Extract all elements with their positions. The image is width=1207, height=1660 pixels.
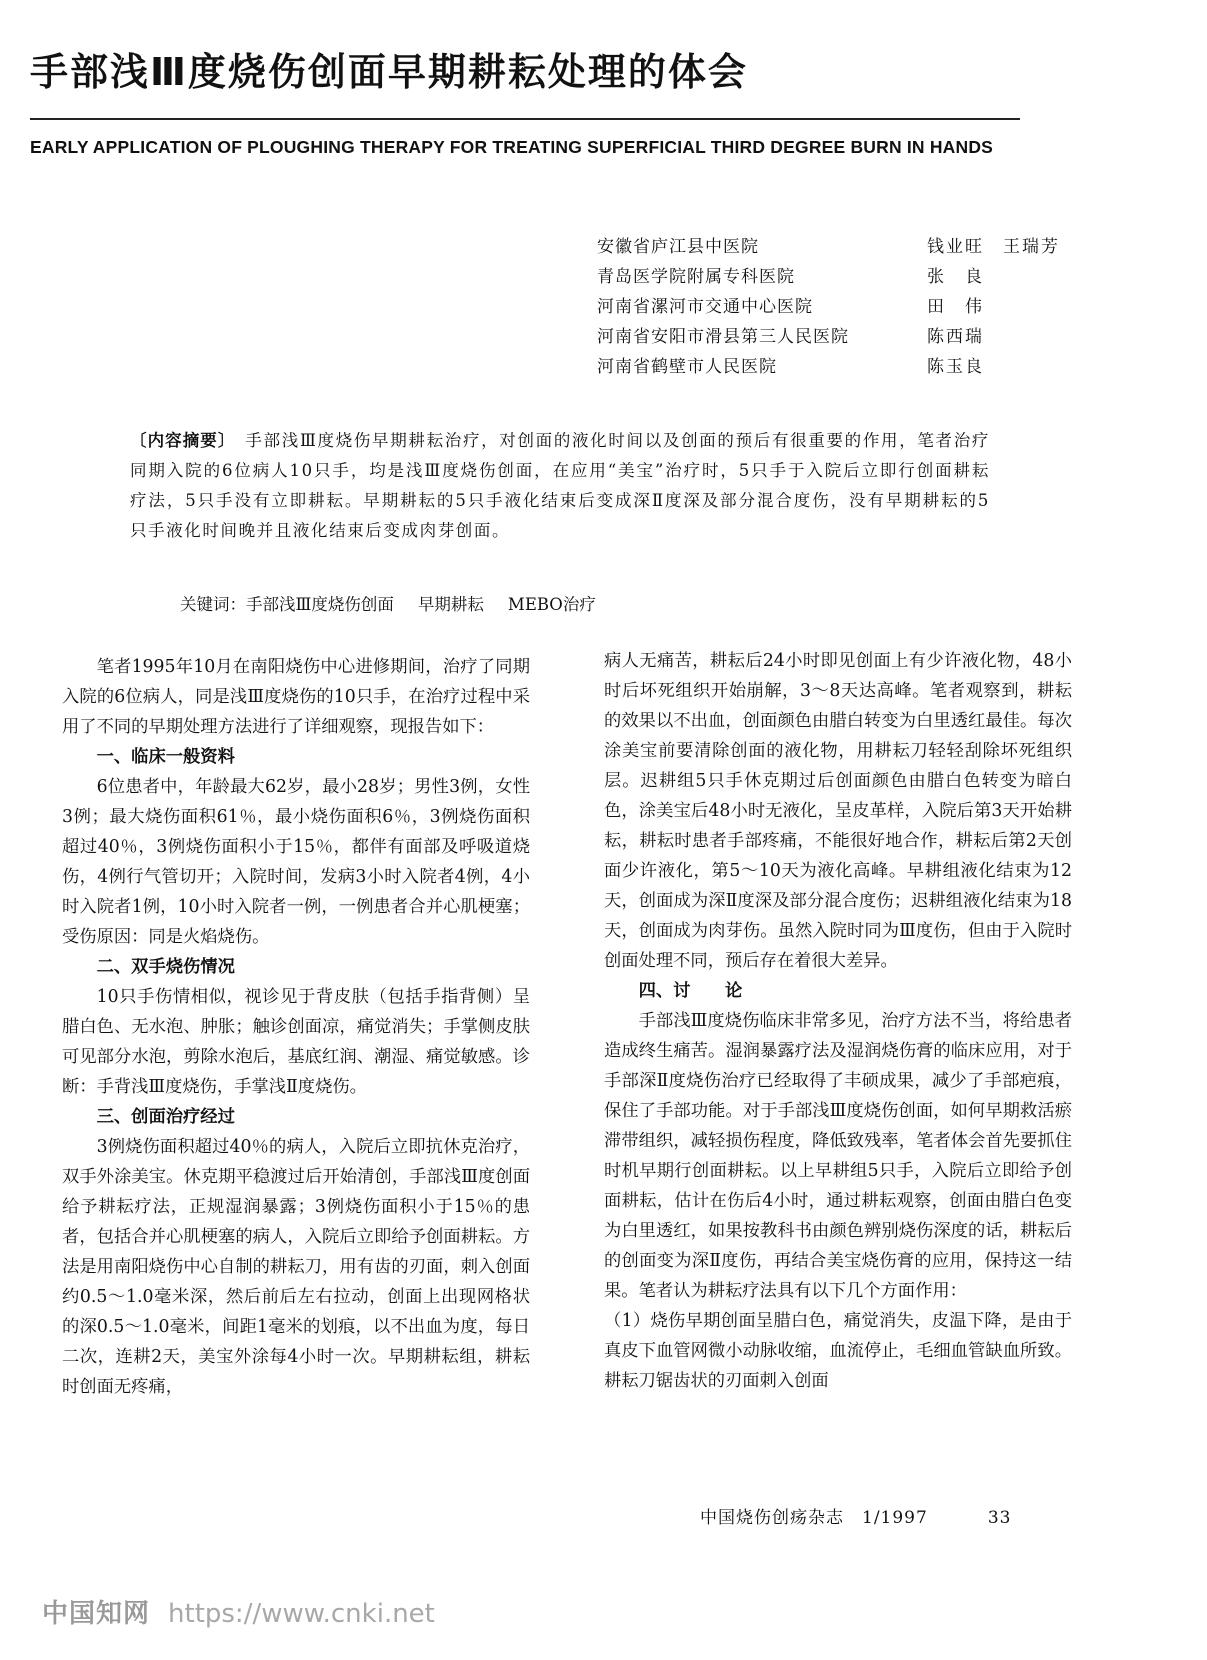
- affiliation-row: [597, 352, 1177, 382]
- authors: 张 良: [927, 267, 984, 287]
- institution: 青岛医学院附属专科医院: [597, 267, 795, 287]
- keywords-label: 关键词：: [180, 595, 246, 614]
- section-2-paragraph: 10只手伤情相似，视诊见于背皮肤（包括手指背侧）呈腊白色、无水泡、肿胀；触诊创面凉，痛觉消失；手掌侧皮肤可见部分水泡，剪除水泡后，基底红润、潮湿、痛觉敏感。诊断：手背浅Ⅲ度烧伤，手掌浅Ⅱ度烧伤。: [62, 987, 530, 1097]
- body-column-right: [604, 646, 1072, 1396]
- keyword: 早期耕耘: [417, 595, 484, 614]
- authors: 陈西瑞: [927, 327, 984, 347]
- institution: 河南省漯河市交通中心医院: [597, 297, 813, 317]
- institution: 安徽省庐江县中医院: [597, 237, 759, 257]
- authors: 田 伟: [927, 297, 984, 317]
- section-1-paragraph: 6位患者中，年龄最大62岁，最小28岁；男性3例，女性3例；最大烧伤面积61％，最小烧伤面积6％，3例烧伤面积超过40％，3例烧伤面积小于15％，都伴有面部及呼吸道烧伤，4例行气管切开；入院时间，发病3小时入院者4例，4小时入院者1例，10小时入院者一例，一例患者合并心肌梗塞；受伤原因：同是火焰烧伤。: [62, 777, 530, 947]
- authors: 钱业旺 王瑞芳: [927, 237, 1060, 257]
- keywords: [180, 590, 1000, 620]
- institution: 河南省鹤壁市人民医院: [597, 357, 777, 377]
- keyword: 手部浅Ⅲ度烧伤创面: [246, 595, 394, 614]
- title-rule: [30, 118, 1020, 120]
- abstract-label: 〔内容摘要〕: [130, 431, 228, 450]
- abstract-text: 手部浅Ⅲ度烧伤早期耕耘治疗，对创面的液化时间以及创面的预后有很重要的作用，笔者治疗同期入院的6位病人10只手，均是浅Ⅲ度烧伤创面，在应用“美宝”治疗时，5只手于入院后立即行创面耕耘疗法，5只手没有立即耕耘。早期耕耘的5只手液化结束后变成深Ⅱ度深及部分混合度伤，没有早期耕耘的5只手液化时间晚并且液化结束后变成肉芽创面。: [130, 431, 991, 540]
- section-4-paragraph: 手部浅Ⅲ度烧伤临床非常多见，治疗方法不当，将给患者造成终生痛苦。湿润暴露疗法及湿润烧伤膏的临床应用，对于手部深Ⅱ度烧伤治疗已经取得了丰硕成果，减少了手部疤痕，保住了手部功能。对于手部浅Ⅲ度烧伤创面，如何早期救活瘀滞带组织，减轻损伤程度，降低致残率，笔者体会首先要抓住时机早期行创面耕耘。以上早耕组5只手，入院后立即给予创面耕耘，估计在伤后4小时，通过耕耘观察，创面由腊白色变为白里透红，如果按教科书由颜色辨别烧伤深度的话，耕耘后的创面变为深Ⅱ度伤，再结合美宝烧伤膏的应用，保持这一结果。笔者认为耕耘疗法具有以下几个方面作用：: [604, 1011, 1072, 1301]
- section-heading-1: 一、临床一般资料: [96, 747, 235, 767]
- page-number: 33: [987, 1508, 1012, 1528]
- page-footer: [700, 1505, 1100, 1531]
- section-heading-3: 三、创面治疗经过: [96, 1107, 235, 1127]
- authors: 陈玉良: [927, 357, 984, 377]
- section-3-continued: 病人无痛苦，耕耘后24小时即见创面上有少许液化物，48小时后坏死组织开始崩解，3～8天达高峰。笔者观察到，耕耘的效果以不出血，创面颜色由腊白转变为白里透红最佳。每次涂美宝前要清除创面的液化物，用耕耘刀轻轻刮除坏死组织层。迟耕组5只手休克期过后创面颜色由腊白色转变为暗白色，涂美宝后48小时无液化，呈皮革样，入院后第3天开始耕耘，耕耘时患者手部疼痛，不能很好地合作，耕耘后第2天创面少许液化，第5～10天为液化高峰。早耕组液化结束为12天，创面成为深Ⅱ度深及部分混合度伤；迟耕组液化结束为18天，创面成为肉芽伤。虽然入院时同为Ⅲ度伤，但由于入院时创面处理不同，预后存在着很大差异。: [604, 651, 1072, 971]
- institution: 河南省安阳市滑县第三人民医院: [597, 327, 849, 347]
- watermark-brand: 中国知网: [42, 1599, 151, 1629]
- affiliation-row: [597, 292, 1177, 322]
- affiliation-row: [597, 262, 1177, 292]
- affiliation-list: [597, 232, 1177, 382]
- section-4-point-1: （1）烧伤早期创面呈腊白色，痛觉消失，皮温下降，是由于真皮下血管网微小动脉收缩，血流停止，毛细血管缺血所致。耕耘刀锯齿状的刃面刺入创面: [604, 1311, 1072, 1391]
- affiliation-row: [597, 232, 1177, 262]
- keyword: MEBO治疗: [507, 595, 596, 614]
- body-column-left: [62, 652, 530, 1402]
- section-heading-4: 四、讨 论: [638, 981, 743, 1001]
- article-title: 手部浅Ⅲ度烧伤创面早期耕耘处理的体会: [30, 50, 748, 94]
- cnki-watermark: [42, 1596, 435, 1632]
- intro-paragraph: 笔者1995年10月在南阳烧伤中心进修期间，治疗了同期入院的6位病人，同是浅Ⅲ度烧伤的10只手，在治疗过程中采用了不同的早期处理方法进行了详细观察，现报告如下：: [62, 657, 530, 737]
- abstract: [130, 426, 990, 546]
- watermark-url: https://www.cnki.net: [168, 1599, 435, 1629]
- section-3-paragraph: 3例烧伤面积超过40％的病人，入院后立即抗休克治疗，双手外涂美宝。休克期平稳渡过后开始清创，手部浅Ⅲ度创面给予耕耘疗法，正规湿润暴露；3例烧伤面积小于15％的患者，包括合并心肌梗塞的病人，入院后立即给予创面耕耘。方法是用南阳烧伤中心自制的耕耘刀，用有齿的刃面，刺入创面约0.5～1.0毫米深，然后前后左右拉动，创面上出现网格状的深0.5～1.0毫米，间距1毫米的划痕，以不出血为度，每日二次，连耕2天，美宝外涂每4小时一次。早期耕耘组，耕耘时创面无疼痛，: [62, 1137, 530, 1397]
- section-heading-2: 二、双手烧伤情况: [96, 957, 235, 977]
- journal-name: 中国烧伤创疡杂志 1/1997: [700, 1508, 928, 1528]
- affiliation-row: [597, 322, 1177, 352]
- article-title-english: EARLY APPLICATION OF PLOUGHING THERAPY FOR TREATING SUPERFICIAL THIRD DEGREE BURN IN HANDS: [30, 137, 994, 157]
